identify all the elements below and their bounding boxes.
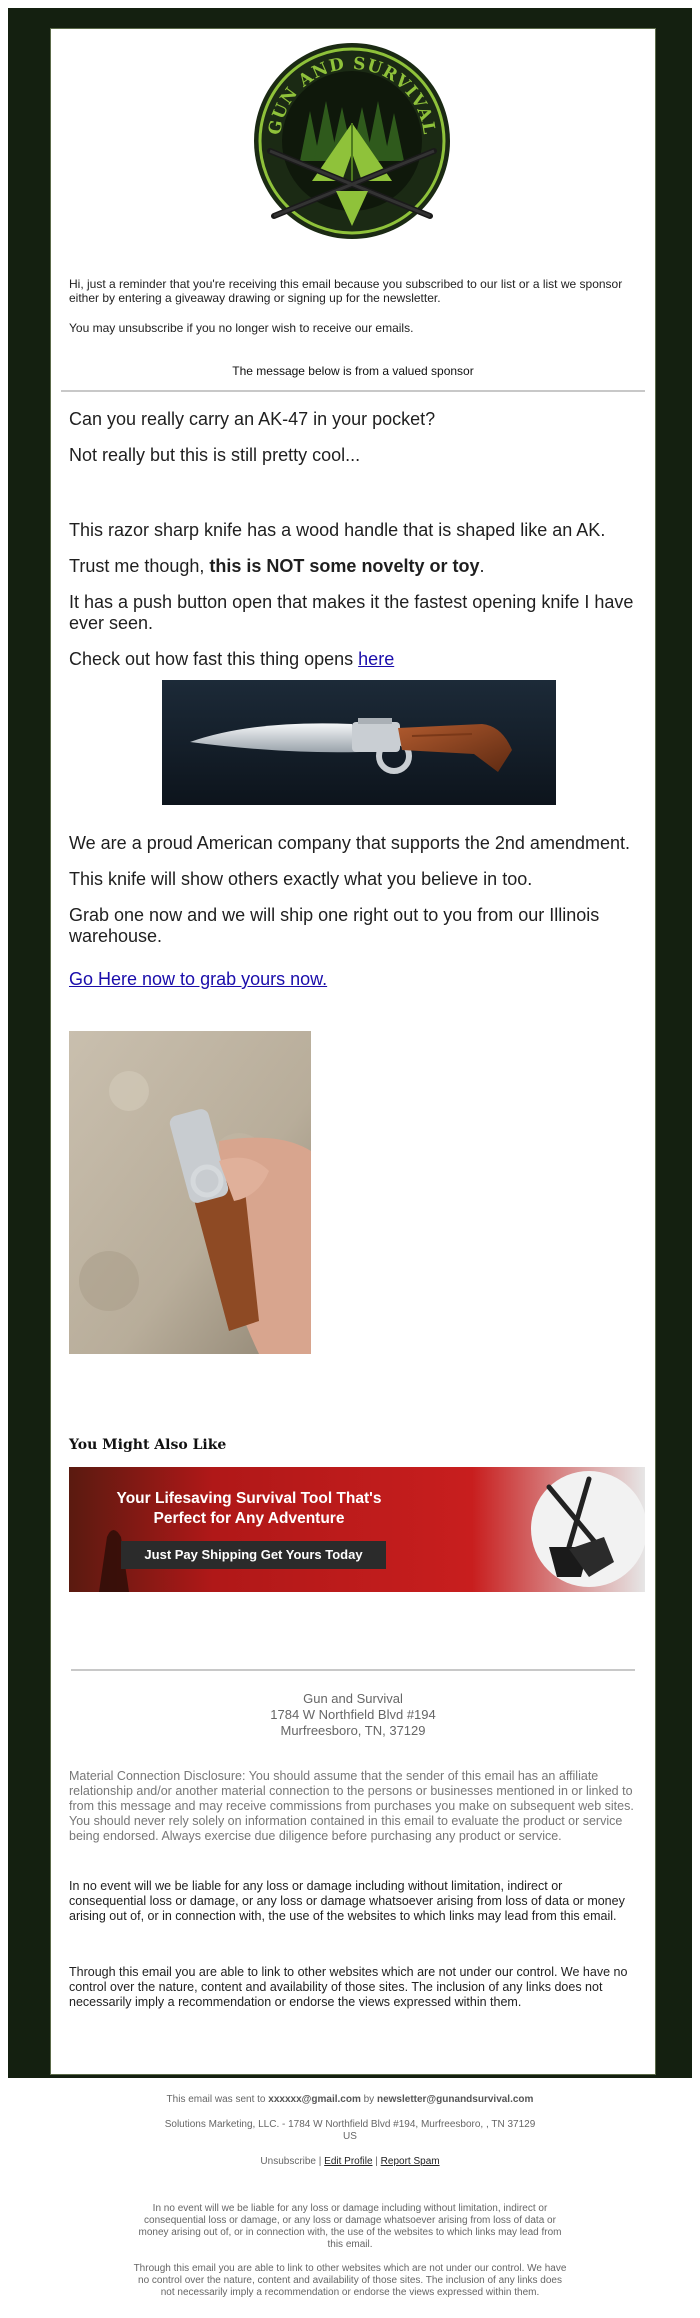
footer-links [130, 2156, 570, 2168]
company-city: Murfreesboro, TN, 37129 [280, 1723, 426, 1738]
knife-description: This razor sharp knife has a wood handle that is shaped like an AK. [69, 520, 606, 540]
show-others-line: This knife will show others exactly what you believe in too. [69, 869, 533, 889]
unsubscribe-text[interactable]: Unsubscribe [260, 2156, 316, 2167]
headline-answer: Not really but this is still pretty cool... [69, 445, 361, 465]
check-out-prefix: Check out how fast this thing opens [69, 649, 359, 669]
country-line: US [343, 2131, 357, 2142]
trust-line [69, 556, 639, 577]
email-outer-frame [8, 8, 692, 2078]
sponsor-note: The message below is from a valued sponsor [232, 364, 474, 378]
ak-knife-image[interactable] [162, 680, 556, 805]
trust-bold: this is NOT some novelty or toy [209, 556, 480, 576]
sent-prefix: This email was sent to [166, 2094, 269, 2105]
sender-email: newsletter@gunandsurvival.com [376, 2094, 534, 2105]
footer-liability: In no event will we be liable for any loss or damage including without limitation, indirect or consequential loss or damage, or any loss or damage whatsoever arising from loss of data or money arising out of, or in connection with, the use of the websites to which links may lead from this email. [138, 2203, 562, 2250]
sent-mid: by [360, 2094, 377, 2105]
you-might-also-like-heading: You Might Also Like [69, 1437, 227, 1453]
solutions-company-line: Solutions Marketing, LLC. - 1784 W Northfield Blvd #194, Murfreesboro, , TN 37129 [164, 2119, 536, 2130]
banner-background [69, 1467, 645, 1592]
edit-profile-link[interactable]: Edit Profile [324, 2156, 373, 2167]
reminder-text: Hi, just a reminder that you're receiving this email because you subscribed to our list or a list we sponsor either by entering a giveaway drawing or signing up for the newsletter. [69, 277, 623, 305]
divider [61, 390, 645, 392]
trust-prefix: Trust me though, [69, 556, 210, 576]
hand-holding-knife-photo[interactable] [69, 1031, 311, 1354]
sent-to-line [130, 2094, 570, 2106]
check-out-line [69, 649, 639, 670]
company-street: 1784 W Northfield Blvd #194 [270, 1707, 436, 1722]
trust-suffix: . [479, 556, 485, 576]
push-button-line: It has a push button open that makes it the fastest opening knife I have ever seen. [69, 592, 634, 633]
footer-control: Through this email you are able to link to other websites which are not under our control. We have no control over the nature, content and availability of those sites. The inclusion of any links does not necessarily imply a recommendation or endorse the views expressed within them. [133, 2263, 567, 2298]
banner-title [99, 1489, 399, 1529]
banner-cta-button[interactable]: Just Pay Shipping Get Yours Today [121, 1541, 386, 1569]
unsubscribe-note: You may unsubscribe if you no longer wish to receive our emails. [69, 321, 414, 335]
american-company-line: We are a proud American company that supports the 2nd amendment. [69, 833, 630, 853]
banner-title-line2: Perfect for Any Adventure [153, 1510, 345, 1527]
gun-and-survival-logo[interactable] [250, 41, 455, 246]
recipient-email: xxxxxx@gmail.com [268, 2094, 361, 2105]
footer-sep-2: | [372, 2156, 381, 2167]
grab-one-line: Grab one now and we will ship one right out to you from our Illinois warehouse. [69, 905, 600, 946]
survival-tool-banner[interactable] [69, 1467, 645, 1592]
banner-title-line1: Your Lifesaving Survival Tool That's [116, 1490, 382, 1507]
liability-text: In no event will we be liable for any loss or damage including without limitation, indirect or consequential loss or damage, or any loss or damage whatsoever arising from loss of data or money arising out of, or in connection with, the use of the websites to which links may lead from this email. [69, 1879, 625, 1923]
cta-link[interactable]: Go Here now to grab yours now. [69, 969, 328, 989]
report-spam-link[interactable]: Report Spam [380, 2156, 440, 2167]
material-disclosure: Material Connection Disclosure: You should assume that the sender of this email has an affiliate relationship and/or another material connection to the persons or businesses mentioned in or linked to from this message and may receive commissions from purchases you make on subsequent web sites. You should never rely solely on information contained in this email to evaluate the product or service being endorsed. Always exercise due diligence before purchasing any product or service. [69, 1769, 634, 1843]
control-text: Through this email you are able to link to other websites which are not under our control. We have no control over the nature, content and availability of those sites. The inclusion of any links does not necessarily imply a recommendation or endorse the views expressed within them. [69, 1965, 628, 2009]
cta-line [69, 969, 639, 990]
here-link[interactable]: here [358, 649, 395, 669]
headline-question: Can you really carry an AK-47 in your pocket? [69, 409, 436, 429]
company-name: Gun and Survival [303, 1691, 403, 1706]
address-divider [71, 1669, 635, 1671]
footer-sep-1: | [316, 2156, 325, 2167]
email-card [50, 28, 656, 2075]
svg-text:GUN AND SURVIVAL: GUN AND SURVIVAL [265, 53, 439, 137]
